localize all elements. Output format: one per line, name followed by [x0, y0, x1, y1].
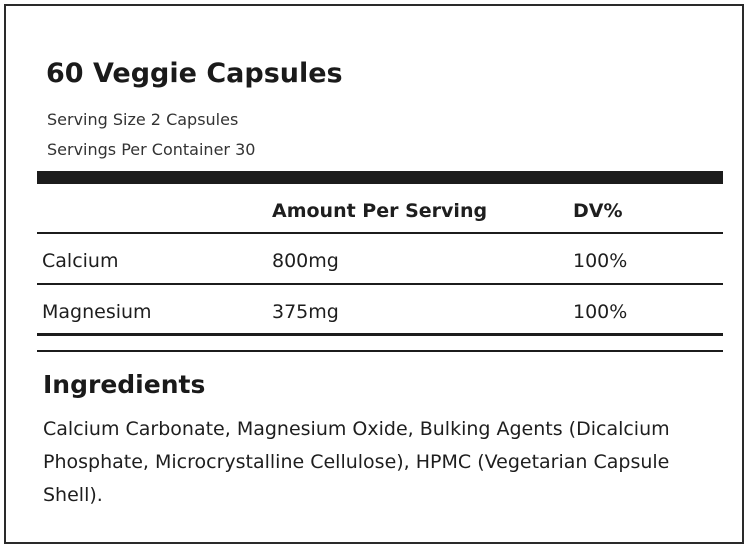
ingredients-heading: Ingredients [43, 370, 206, 399]
row-divider [37, 283, 723, 285]
product-title: 60 Veggie Capsules [46, 58, 343, 89]
header-bar-divider [37, 171, 723, 184]
nutrient-name: Magnesium [42, 301, 152, 323]
ingredients-text: Calcium Carbonate, Magnesium Oxide, Bulking Agents (Dicalcium Phosphate, Microcrystalline Cellulose), HPMC (Vegetarian Capsule Shell). [43, 418, 670, 506]
nutrient-dv: 100% [573, 301, 628, 323]
serving-size: Serving Size 2 Capsules [47, 110, 239, 129]
header-amount-per-serving: Amount Per Serving [272, 200, 488, 222]
table-bottom-divider [37, 333, 723, 336]
ingredients-divider [37, 350, 723, 352]
nutrient-amount: 800mg [272, 250, 339, 272]
nutrient-dv: 100% [573, 250, 628, 272]
nutrient-amount: 375mg [272, 301, 339, 323]
supplement-facts-panel [4, 4, 744, 544]
header-dv: DV% [573, 200, 623, 222]
nutrient-name: Calcium [42, 250, 119, 272]
servings-per-container: Servings Per Container 30 [47, 140, 256, 159]
row-divider [37, 232, 723, 234]
